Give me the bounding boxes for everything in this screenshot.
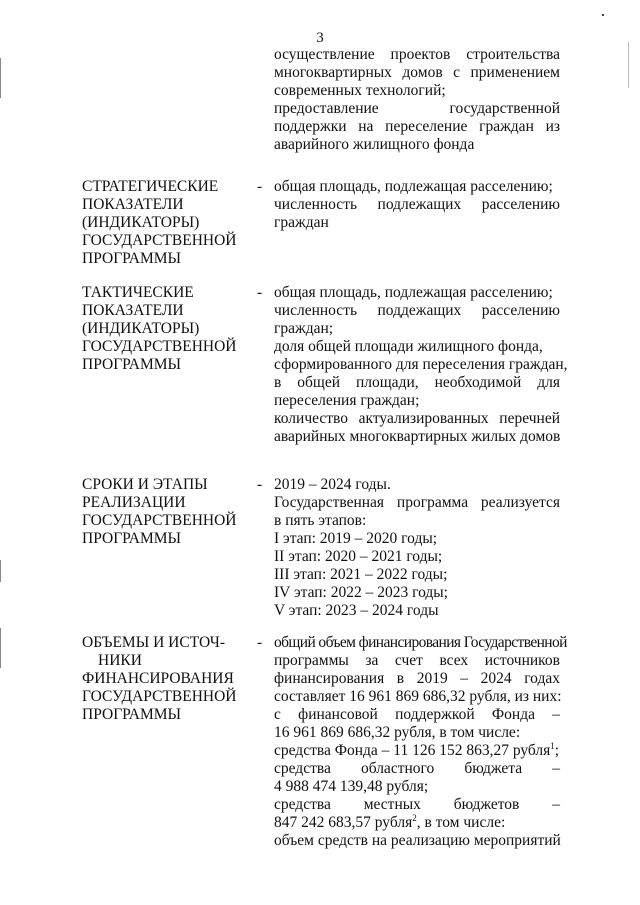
text-line: численность поддежащих расселению [274,302,560,319]
text-line-with-footnote [274,814,560,832]
section-content-financing [274,634,567,850]
bullet-dash: - [257,284,263,301]
text-line: аварийных многоквартирных жилых домов [274,428,561,445]
label-line: ОБЪЕМЫ И ИСТОЧ- [82,634,225,651]
section-label-financing [82,634,252,724]
text-line: граждан [274,214,329,231]
text-line: осуществление проектов строительства [274,46,560,63]
label-line: НИКИ [98,652,142,669]
label-line: ФИНАНСИРОВАНИЯ [82,670,234,687]
top-block [274,46,560,154]
text-line: общая площадь, подлежащая расселению; [274,178,553,195]
text-line: количество актуализированных перечней [274,410,560,427]
scan-mark [0,628,1,668]
text-fragment: , в том числе: [416,814,506,831]
label-line: ГОСУДАРСТВЕННОЙ [82,232,237,249]
text-line: с финансовой поддержкой Фонда – [274,706,560,723]
bullet-dash: - [257,178,263,195]
text-line-with-footnote [274,742,560,760]
footnote-marker: 1 [550,740,555,751]
text-fragment: средства Фонда – 11 126 152 863,27 рубля [274,742,551,759]
text-line: средства местных бюджетов – [274,796,560,813]
section-label-strategic [82,178,252,268]
label-line: ГОСУДАРСТВЕННОЙ [82,338,237,355]
text-line: многоквартирных домов с применением [274,64,560,81]
page-number: 3 [316,30,324,46]
label-line: ГОСУДАРСТВЕННОЙ [82,512,237,529]
section-content-tactical [274,284,568,446]
text-line: переселения граждан; [274,392,420,409]
text-line: III этап: 2021 – 2022 годы; [274,566,448,583]
text-line: общая площадь, подлежащая расселению; [274,284,553,301]
text-line: 4 988 474 139,48 рубля; [274,778,429,795]
text-line: IV этап: 2022 – 2023 годы; [274,584,448,601]
text-line: 2019 – 2024 годы. [274,476,391,493]
text-line: в общей площади, необходимой для [274,374,560,391]
text-line: финансирования в 2019 – 2024 годах [274,670,560,687]
label-line: ПРОГРАММЫ [82,706,182,723]
text-line: средства областного бюджета – [274,760,560,777]
text-line: II этап: 2020 – 2021 годы; [274,548,443,565]
section-label-tactical [82,284,252,374]
text-line: программы за счет всех источников [274,652,560,669]
section-content-strategic [274,178,560,232]
text-line: современных технологий; [274,82,446,99]
scan-mark [628,42,629,88]
label-line: РЕАЛИЗАЦИИ [82,494,186,511]
text-line: численность подлежащих расселению [274,196,560,213]
label-line: СТРАТЕГИЧЕСКИЕ [82,178,219,195]
label-line: ПРОГРАММЫ [82,356,182,373]
label-line: СРОКИ И ЭТАПЫ [82,476,208,493]
text-line: V этап: 2023 – 2024 годы [274,602,439,619]
label-line: ПРОГРАММЫ [82,250,182,267]
scan-mark [0,58,1,98]
text-fragment: ; [554,742,560,759]
text-line: в пять этапов: [274,512,367,529]
label-line: (ИНДИКАТОРЫ) [82,320,200,337]
text-line: объем средств на реализацию мероприятий [274,832,561,849]
text-line: поддержки на переселение граждан из [274,118,560,135]
label-line: ТАКТИЧЕСКИЕ [82,284,194,301]
label-line: (ИНДИКАТОРЫ) [82,214,200,231]
text-line: I этап: 2019 – 2020 годы; [274,530,438,547]
text-line: общий объем финансирования Государственной [274,634,567,651]
text-line: аварийного жилищного фонда [274,136,475,153]
text-line: 16 961 869 686,32 рубля, в том числе: [274,724,521,741]
text-line: граждан; [274,320,334,337]
text-line: сформированного для переселения граждан, [274,356,568,373]
text-fragment: 847 242 683,57 рубля [274,814,413,831]
section-label-timeline [82,476,252,548]
scan-mark [0,560,1,582]
bullet-dash: - [257,634,263,651]
text-line: доля общей площади жилищного фонда, [274,338,543,355]
label-line: ГОСУДАРСТВЕННОЙ [82,688,237,705]
text-line: составляет 16 961 869 686,32 рубля, из них: [274,688,562,705]
scan-dot [602,14,604,16]
label-line: ПОКАЗАТЕЛИ [82,302,184,319]
text-line: предоставление государственной [274,100,560,117]
label-line: ПРОГРАММЫ [82,530,182,547]
bullet-dash: - [257,476,263,493]
text-line: Государственная программа реализуется [274,494,560,511]
label-line: ПОКАЗАТЕЛИ [82,196,184,213]
section-content-timeline [274,476,560,620]
footnote-marker: 2 [412,812,417,823]
